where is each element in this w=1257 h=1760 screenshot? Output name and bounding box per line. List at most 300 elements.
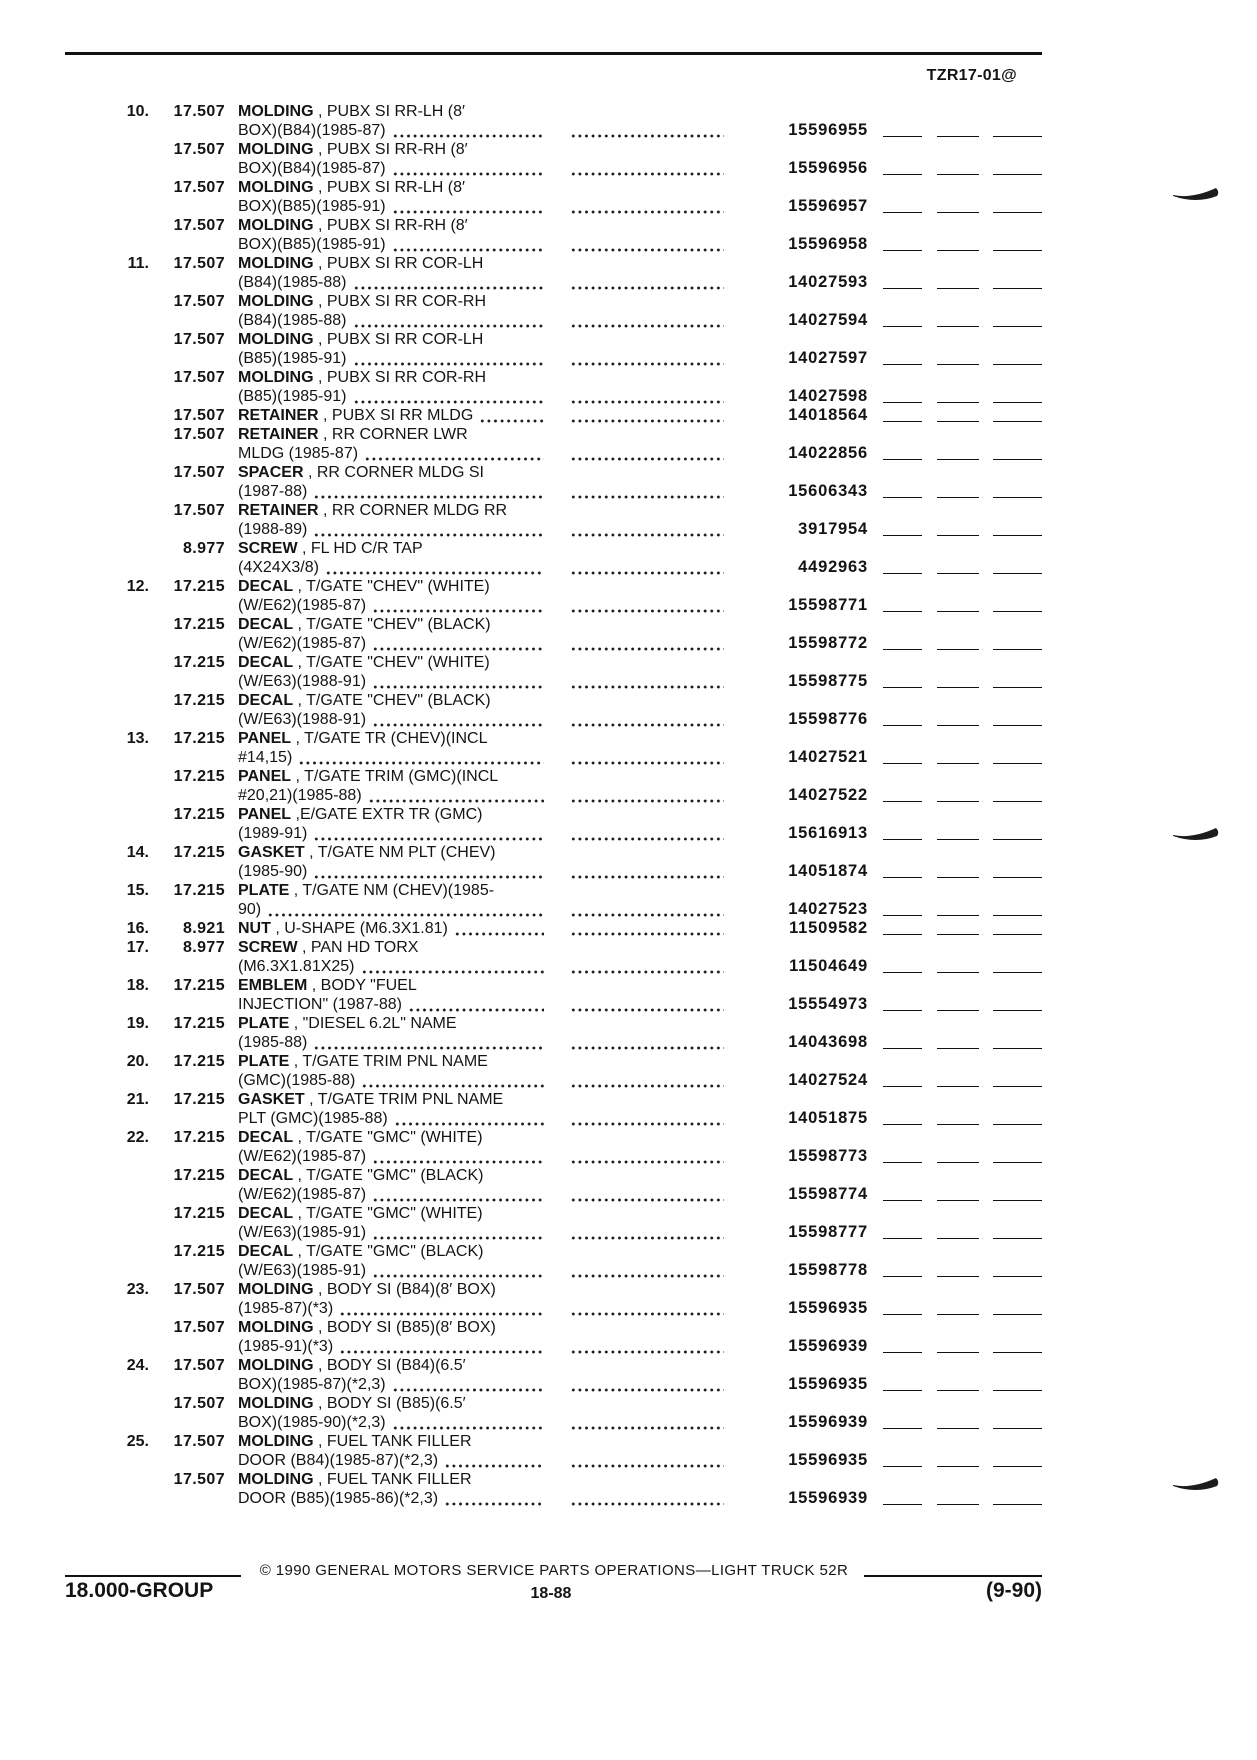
part-description: [238, 1451, 544, 1470]
order-blank: [937, 535, 979, 536]
entry-line: [0, 634, 1257, 653]
entry-line: [0, 596, 1257, 615]
page-number: 18-88: [530, 1585, 572, 1602]
dot-leader: [570, 159, 724, 178]
description-text: (4X24X3/8): [238, 559, 319, 576]
reference-number: 22.: [126, 1129, 149, 1146]
footer-copyright: © 1990 GENERAL MOTORS SERVICE PARTS OPERATIONS—LIGHT TRUCK 52R: [259, 1562, 849, 1579]
order-blank: [993, 1314, 1042, 1315]
part-name: MOLDING: [238, 1319, 314, 1336]
group-number: 17.215: [173, 1053, 225, 1070]
parts-entry: [0, 881, 1257, 919]
order-blank: [883, 326, 922, 327]
part-description: [238, 881, 494, 900]
dot-leader: [570, 406, 724, 425]
entry-line: [0, 1299, 1257, 1318]
part-name: DECAL: [238, 654, 294, 671]
entry-line: [0, 463, 1257, 482]
dot-leader: [570, 634, 724, 653]
dot-leader: [570, 1451, 724, 1470]
parts-entry: [0, 216, 1257, 254]
dot-leader: [313, 862, 544, 881]
part-description: [238, 1223, 544, 1242]
reference-number: 25.: [126, 1433, 149, 1450]
entry-line: [0, 1375, 1257, 1394]
order-blank: [937, 421, 979, 422]
group-number: 17.507: [173, 1281, 225, 1298]
order-blank: [993, 1428, 1042, 1429]
order-blank: [883, 364, 922, 365]
description-text: BOX)(1985-90)(*2,3): [238, 1414, 386, 1431]
part-number: 3917954: [798, 520, 868, 538]
part-number: 15598772: [788, 634, 868, 652]
part-description: [238, 330, 483, 349]
description-text: #14,15): [238, 749, 293, 766]
part-number: 14027523: [788, 900, 868, 918]
dot-leader: [570, 520, 724, 539]
parts-entry: [0, 1432, 1257, 1470]
part-number: 14018564: [788, 406, 868, 424]
part-description: [238, 824, 544, 843]
part-description: [238, 1470, 472, 1489]
group-number: 17.507: [173, 464, 225, 481]
order-blank: [937, 288, 979, 289]
part-name: SPACER: [238, 464, 304, 481]
part-description: [238, 102, 465, 121]
dot-leader: [570, 1071, 724, 1090]
description-text: (W/E63)(1985-91): [238, 1224, 367, 1241]
order-blank: [937, 326, 979, 327]
dot-leader: [570, 672, 724, 691]
entry-line: [0, 482, 1257, 501]
order-blank: [993, 1048, 1042, 1049]
part-number: 14027594: [788, 311, 868, 329]
description-text: BOX)(B85)(1985-91): [238, 236, 386, 253]
dot-leader: [570, 387, 724, 406]
parts-entry: [0, 691, 1257, 729]
entry-line: [0, 1356, 1257, 1375]
description-text: , T/GATE "GMC" (WHITE): [293, 1129, 483, 1146]
entry-line: [0, 102, 1257, 121]
group-number: 17.507: [173, 369, 225, 386]
parts-entry: [0, 767, 1257, 805]
reference-number: 16.: [126, 920, 149, 937]
order-blank: [993, 687, 1042, 688]
description-text: (W/E62)(1985-87): [238, 1186, 367, 1203]
order-blank: [937, 801, 979, 802]
part-description: [238, 1242, 483, 1261]
description-text: , PUBX SI RR-RH (8′: [313, 141, 468, 158]
reference-number: 18.: [126, 977, 149, 994]
order-blank: [993, 288, 1042, 289]
parts-entry: [0, 976, 1257, 1014]
description-text: , T/GATE "CHEV" (WHITE): [293, 654, 490, 671]
entry-line: [0, 368, 1257, 387]
dot-leader: [570, 1223, 724, 1242]
entry-line: [0, 919, 1257, 938]
dot-leader: [570, 710, 724, 729]
entry-line: [0, 691, 1257, 710]
entry-line: [0, 273, 1257, 292]
entry-line: [0, 292, 1257, 311]
part-description: [238, 1147, 544, 1166]
part-description: [238, 672, 544, 691]
order-blank: [883, 421, 922, 422]
order-blank: [937, 725, 979, 726]
part-name: MOLDING: [238, 1357, 314, 1374]
entry-line: [0, 216, 1257, 235]
dot-leader: [372, 710, 544, 729]
reference-number: 12.: [126, 578, 149, 595]
parts-entry: [0, 254, 1257, 292]
entry-line: [0, 235, 1257, 254]
description-text: , T/GATE NM PLT (CHEV): [304, 844, 496, 861]
order-blank: [937, 1276, 979, 1277]
group-number: 17.215: [173, 882, 225, 899]
order-blank: [883, 1238, 922, 1239]
part-description: [238, 653, 490, 672]
part-description: [238, 995, 544, 1014]
part-number: 14022856: [788, 444, 868, 462]
order-blank: [937, 839, 979, 840]
group-number: 8.921: [182, 920, 225, 937]
part-name: DECAL: [238, 1243, 294, 1260]
order-blank: [993, 1276, 1042, 1277]
part-name: GASKET: [238, 844, 305, 861]
order-blank: [993, 250, 1042, 251]
group-number: 17.507: [173, 255, 225, 272]
dot-leader: [339, 1299, 544, 1318]
order-blank: [937, 687, 979, 688]
group-number: 17.215: [173, 616, 225, 633]
description-text: (W/E62)(1985-87): [238, 1148, 367, 1165]
part-name: MOLDING: [238, 1281, 314, 1298]
reference-number: 11.: [127, 255, 149, 272]
dot-leader: [570, 558, 724, 577]
entry-line: [0, 1071, 1257, 1090]
part-number: 15596935: [788, 1451, 868, 1469]
dot-leader: [339, 1337, 544, 1356]
part-name: SCREW: [238, 939, 298, 956]
part-name: MOLDING: [238, 217, 314, 234]
description-text: (GMC)(1985-88): [238, 1072, 356, 1089]
dot-leader: [444, 1451, 544, 1470]
order-blank: [993, 1086, 1042, 1087]
dot-leader: [454, 919, 544, 938]
dot-leader: [570, 900, 724, 919]
part-description: [238, 976, 417, 995]
order-blank: [883, 212, 922, 213]
order-blank: [883, 174, 922, 175]
order-blank: [883, 763, 922, 764]
dot-leader: [372, 1223, 544, 1242]
order-blank: [993, 801, 1042, 802]
part-description: [238, 368, 486, 387]
order-blank: [883, 801, 922, 802]
part-description: [238, 805, 482, 824]
part-description: [238, 710, 544, 729]
order-blank: [883, 1428, 922, 1429]
group-number: 17.215: [173, 578, 225, 595]
description-text: , PUBX SI RR COR-RH: [313, 369, 487, 386]
dot-leader: [298, 748, 544, 767]
part-name: DECAL: [238, 1167, 294, 1184]
dot-leader: [325, 558, 544, 577]
description-text: DOOR (B84)(1985-87)(*2,3): [238, 1452, 439, 1469]
order-blank: [883, 934, 922, 935]
entry-line: [0, 254, 1257, 273]
entry-line: [0, 558, 1257, 577]
entry-line: [0, 539, 1257, 558]
parts-entry: [0, 919, 1257, 938]
binder-hole-shadow: [1172, 1476, 1220, 1494]
dot-leader: [570, 1109, 724, 1128]
part-description: [238, 539, 423, 558]
part-description: [238, 596, 544, 615]
description-text: 90): [238, 901, 262, 918]
order-blank: [883, 1162, 922, 1163]
description-text: DOOR (B85)(1985-86)(*2,3): [238, 1490, 439, 1507]
description-text: (W/E62)(1985-87): [238, 635, 367, 652]
part-name: MOLDING: [238, 369, 314, 386]
entry-line: [0, 1185, 1257, 1204]
description-text: (W/E63)(1988-91): [238, 711, 367, 728]
binder-hole-shadow: [1172, 826, 1220, 844]
reference-number: 10.: [126, 103, 149, 120]
part-name: MOLDING: [238, 331, 314, 348]
parts-entry: [0, 615, 1257, 653]
part-number: 15596957: [788, 197, 868, 215]
order-blank: [883, 1390, 922, 1391]
part-description: [238, 1413, 544, 1432]
order-blank: [937, 763, 979, 764]
order-blank: [993, 839, 1042, 840]
group-number: 17.215: [173, 1015, 225, 1032]
order-blank: [937, 1390, 979, 1391]
order-blank: [937, 1086, 979, 1087]
dot-leader: [570, 197, 724, 216]
group-number: 17.215: [173, 1091, 225, 1108]
order-blank: [937, 1162, 979, 1163]
part-number: 15616913: [788, 824, 868, 842]
entry-line: [0, 805, 1257, 824]
reference-number: 24.: [126, 1357, 149, 1374]
parts-entry: [0, 843, 1257, 881]
description-text: , BODY SI (B85)(6.5′: [313, 1395, 466, 1412]
description-text: #20,21)(1985-88): [238, 787, 362, 804]
description-text: , BODY SI (B85)(8′ BOX): [313, 1319, 496, 1336]
order-blank: [993, 1504, 1042, 1505]
part-name: MOLDING: [238, 179, 314, 196]
dot-leader: [570, 1337, 724, 1356]
entry-line: [0, 1033, 1257, 1052]
group-number: 17.215: [173, 692, 225, 709]
description-text: BOX)(1985-87)(*2,3): [238, 1376, 386, 1393]
order-blank: [993, 763, 1042, 764]
catalog-code: TZR17-01@: [926, 67, 1017, 84]
group-number: 17.507: [173, 1319, 225, 1336]
reference-number: 13.: [126, 730, 149, 747]
part-description: [238, 1356, 466, 1375]
parts-entry: [0, 1090, 1257, 1128]
parts-entry: [0, 1280, 1257, 1318]
dot-leader: [570, 824, 724, 843]
dot-leader: [313, 482, 544, 501]
part-description: [238, 216, 468, 235]
order-blank: [993, 1162, 1042, 1163]
group-number: 17.215: [173, 1205, 225, 1222]
description-text: , PUBX SI RR-LH (8′: [313, 179, 466, 196]
order-blank: [883, 1314, 922, 1315]
dot-leader: [570, 1185, 724, 1204]
part-name: MOLDING: [238, 103, 314, 120]
dot-leader: [392, 121, 544, 140]
order-blank: [883, 1086, 922, 1087]
entry-line: [0, 1432, 1257, 1451]
order-blank: [993, 1352, 1042, 1353]
entry-line: [0, 1470, 1257, 1489]
description-text: , T/GATE TRIM PNL NAME: [289, 1053, 488, 1070]
dot-leader: [392, 159, 544, 178]
part-number: 11509582: [789, 919, 868, 937]
parts-entry: [0, 805, 1257, 843]
dot-leader: [372, 1147, 544, 1166]
part-name: MOLDING: [238, 1433, 314, 1450]
part-description: [238, 1052, 488, 1071]
parts-entry: [0, 1242, 1257, 1280]
part-description: [238, 1489, 544, 1508]
description-text: (B84)(1985-88): [238, 274, 347, 291]
dot-leader: [313, 1033, 544, 1052]
order-blank: [883, 136, 922, 137]
reference-number: 15.: [126, 882, 149, 899]
entry-line: [0, 710, 1257, 729]
part-description: [238, 1432, 472, 1451]
entry-line: [0, 330, 1257, 349]
order-blank: [937, 1314, 979, 1315]
description-text: (B84)(1985-88): [238, 312, 347, 329]
dot-leader: [372, 634, 544, 653]
description-text: , PUBX SI RR-LH (8′: [313, 103, 466, 120]
part-description: [238, 1261, 544, 1280]
entry-line: [0, 444, 1257, 463]
dot-leader: [570, 273, 724, 292]
description-text: (W/E63)(1985-91): [238, 1262, 367, 1279]
entry-line: [0, 159, 1257, 178]
order-blank: [993, 915, 1042, 916]
part-description: [238, 1204, 483, 1223]
entry-line: [0, 862, 1257, 881]
part-description: [238, 463, 484, 482]
description-text: , RR CORNER LWR: [318, 426, 468, 443]
description-text: , T/GATE "CHEV" (WHITE): [293, 578, 490, 595]
order-blank: [993, 1010, 1042, 1011]
part-description: [238, 1090, 503, 1109]
dot-leader: [570, 786, 724, 805]
order-blank: [993, 402, 1042, 403]
part-description: [238, 634, 544, 653]
order-blank: [937, 934, 979, 935]
description-text: , T/GATE "GMC" (WHITE): [293, 1205, 483, 1222]
part-name: PLATE: [238, 1053, 290, 1070]
part-name: GASKET: [238, 1091, 305, 1108]
parts-entry: [0, 1356, 1257, 1394]
order-blank: [883, 915, 922, 916]
entry-line: [0, 1109, 1257, 1128]
entry-line: [0, 995, 1257, 1014]
entry-line: [0, 900, 1257, 919]
description-text: (1988-89): [238, 521, 308, 538]
dot-leader: [570, 1033, 724, 1052]
part-number: 15596955: [788, 121, 868, 139]
part-number: 15554973: [788, 995, 868, 1013]
order-blank: [993, 972, 1042, 973]
description-text: (W/E62)(1985-87): [238, 597, 367, 614]
group-number: 17.215: [173, 768, 225, 785]
entry-line: [0, 1090, 1257, 1109]
dot-leader: [479, 406, 544, 425]
part-name: DECAL: [238, 692, 294, 709]
part-number: 15596939: [788, 1413, 868, 1431]
description-text: , PUBX SI RR COR-LH: [313, 255, 484, 272]
order-blank: [883, 725, 922, 726]
part-description: [238, 1166, 483, 1185]
description-text: , BODY SI (B84)(8′ BOX): [313, 1281, 496, 1298]
part-description: [238, 1280, 496, 1299]
reference-number: 17.: [126, 939, 149, 956]
part-description: [238, 1014, 457, 1033]
part-description: [238, 558, 544, 577]
description-text: , T/GATE "CHEV" (BLACK): [293, 692, 491, 709]
part-description: [238, 387, 544, 406]
description-text: , T/GATE TRIM PNL NAME: [304, 1091, 504, 1108]
parts-entry: [0, 178, 1257, 216]
order-blank: [993, 136, 1042, 137]
description-text: , FUEL TANK FILLER: [313, 1471, 472, 1488]
order-blank: [937, 250, 979, 251]
group-number: 17.215: [173, 730, 225, 747]
group-number: 17.507: [173, 293, 225, 310]
dot-leader: [570, 862, 724, 881]
description-text: , T/GATE TRIM (GMC)(INCL: [291, 768, 499, 785]
group-number: 17.507: [173, 502, 225, 519]
description-text: , T/GATE "CHEV" (BLACK): [293, 616, 491, 633]
part-number: 15598776: [788, 710, 868, 728]
part-number: 14027593: [788, 273, 868, 291]
entry-line: [0, 1166, 1257, 1185]
order-blank: [993, 326, 1042, 327]
order-blank: [937, 1428, 979, 1429]
description-text: , T/GATE TR (CHEV)(INCL: [291, 730, 488, 747]
order-blank: [937, 1124, 979, 1125]
group-number: 17.215: [173, 1167, 225, 1184]
description-text: INJECTION" (1987-88): [238, 996, 402, 1013]
part-description: [238, 1337, 544, 1356]
reference-number: 19.: [126, 1015, 149, 1032]
description-text: (1987-88): [238, 483, 308, 500]
description-text: (W/E63)(1988-91): [238, 673, 367, 690]
dot-leader: [353, 311, 545, 330]
part-description: [238, 1299, 544, 1318]
parts-entry: [0, 729, 1257, 767]
parts-entry: [0, 140, 1257, 178]
group-number: 17.507: [173, 103, 225, 120]
part-description: [238, 1109, 544, 1128]
part-number: 15598773: [788, 1147, 868, 1165]
description-text: , PUBX SI RR COR-RH: [313, 293, 487, 310]
dot-leader: [570, 1261, 724, 1280]
part-description: [238, 748, 544, 767]
